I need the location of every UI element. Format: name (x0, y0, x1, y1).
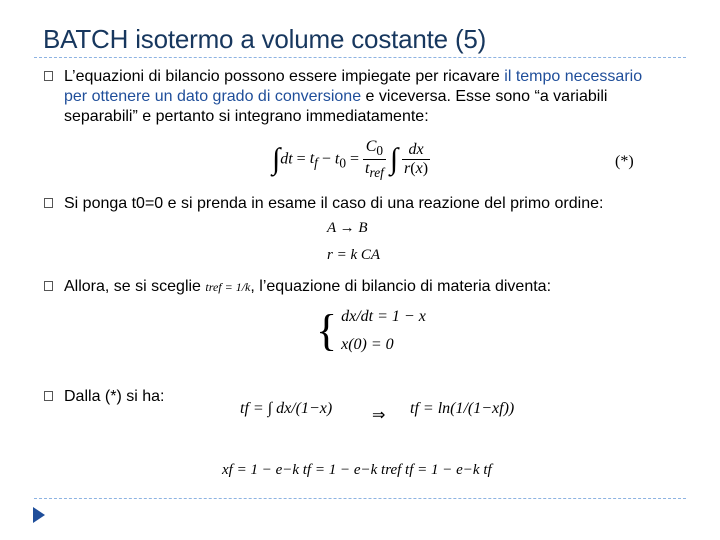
slide-title: BATCH isotermo a volume costante (5) (43, 24, 487, 54)
ode-system: { dx/dt = 1 − x x(0) = 0 (316, 306, 426, 355)
reaction-equation: A → B (327, 220, 368, 236)
xf-formula: xf = 1 − e−k tf = 1 − e−k tref tf = 1 − e−k tf (222, 462, 492, 478)
rate-equation: r = k CA (327, 247, 381, 263)
implies-arrow: ⇒ (372, 407, 386, 424)
bullet-3-text: Allora, se si sceglie tref = 1/k, l’equazione di bilancio di materia diventa: (64, 278, 552, 295)
bullet-box-icon (44, 71, 53, 81)
next-slide-arrow-icon[interactable] (33, 507, 45, 523)
tf-log-formula: tf = ln(1/(1−xf)) (410, 400, 515, 417)
tref-inline-formula: tref = 1/k (205, 280, 251, 294)
tf-integral-formula: tf = ∫ dx/(1−x) (240, 400, 333, 417)
footer-separator (34, 498, 686, 499)
title-separator (34, 57, 686, 58)
bullet-1-text: L’equazioni di bilancio possono essere impiegate per ricavare il tempo necessario per ottenere un dato grado di conversione e viceversa. Esse sono “a variabili separabili” e pertanto si integrano immediatamente: (64, 68, 643, 125)
highlighted-text: il tempo necessario per ottenere un dato grado di conversione (64, 68, 643, 105)
equation-integral-time: $\int dt = t_f - t_0$ = $\frac{C_0}{t_{ref}}$ ∫ $\frac{dx}{r(x)}$ (272, 138, 429, 181)
bullet-box-icon (44, 281, 53, 291)
ode-initial-condition: x(0) = 0 (341, 335, 394, 353)
bullet-box-icon (44, 391, 53, 401)
ode-equation: dx/dt = 1 − x (341, 307, 426, 325)
bullet-box-icon (44, 198, 53, 208)
bullet-4-text: Dalla (*) si ha: (64, 388, 165, 405)
equation-tag: (*) (615, 153, 634, 170)
bullet-2-text: Si ponga t0=0 e si prenda in esame il caso di una reazione del primo ordine: (64, 195, 604, 212)
